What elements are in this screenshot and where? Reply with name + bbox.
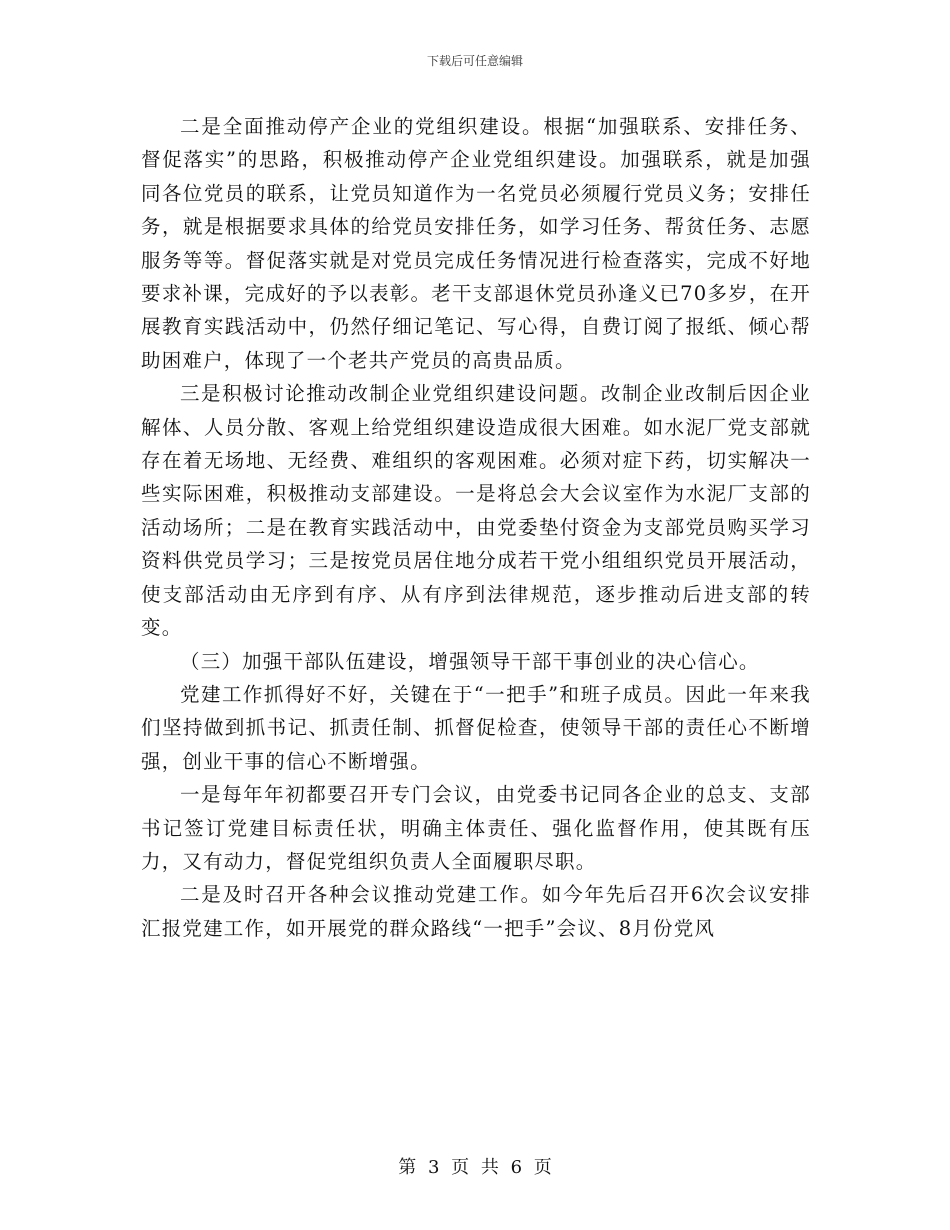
section-heading: （三）加强干部队伍建设，增强领导干部干事创业的决心信心。 xyxy=(180,649,760,673)
paragraph-5: 二是及时召开各种会议推动党建工作。如今年先后召开6次会议安排汇报党建工作，如开展党的群众路线“一把手”会议、8月份党风 xyxy=(141,883,811,940)
paragraph-3: 党建工作抓得好不好，关键在于“一把手”和班子成员。因此一年来我们坚持做到抓书记、抓责任制、抓督促检查，使领导干部的责任心不断增强，创业干事的信心不断增强。 xyxy=(141,682,811,773)
document-body xyxy=(141,110,811,945)
paragraph-4: 一是每年年初都要召开专门会议，由党委书记同各企业的总支、支部书记签订党建目标责任状，明确主体责任、强化监督作用，使其既有压力，又有动力，督促党组织负责人全面履职尽职。 xyxy=(141,783,811,873)
paragraph-2: 三是积极讨论推动改制企业党组织建设问题。改制企业改制后因企业解体、人员分散、客观上给党组织建设造成很大困难。如水泥厂党支部就存在着无场地、无经费、难组织的客观困难。必须对症下药，切实解决一些实际困难，积极推动支部建设。一是将总会大会议室作为水泥厂支部的活动场所；二是在教育实践活动中，由党委垫付资金为支部党员购买学习资料供党员学习；三是按党员居住地分成若干党小组组织党员开展活动，使支部活动由无序到有序、从有序到法律规范，逐步推动后进支部的转变。 xyxy=(141,382,811,640)
page-number: 第 3 页 共 6 页 xyxy=(398,1157,552,1178)
page-header: 下载后可任意编辑 xyxy=(426,54,523,68)
paragraph-1: 二是全面推动停产企业的党组织建设。根据“加强联系、安排任务、督促落实”的思路，积极推动停产企业党组织建设。加强联系，就是加强同各位党员的联系，让党员知道作为一名党员必须履行党员义务；安排任务，就是根据要求具体的给党员安排任务，如学习任务、帮贫任务、志愿服务等等。督促落实就是对党员完成任务情况进行检查落实，完成不好地要求补课，完成好的予以表彰。老干支部退休党员孙逢义已70多岁，在开展教育实践活动中，仍然仔细记笔记、写心得，自费订阅了报纸、倾心帮助困难户，体现了一个老共产党员的高贵品质。 xyxy=(141,115,811,372)
